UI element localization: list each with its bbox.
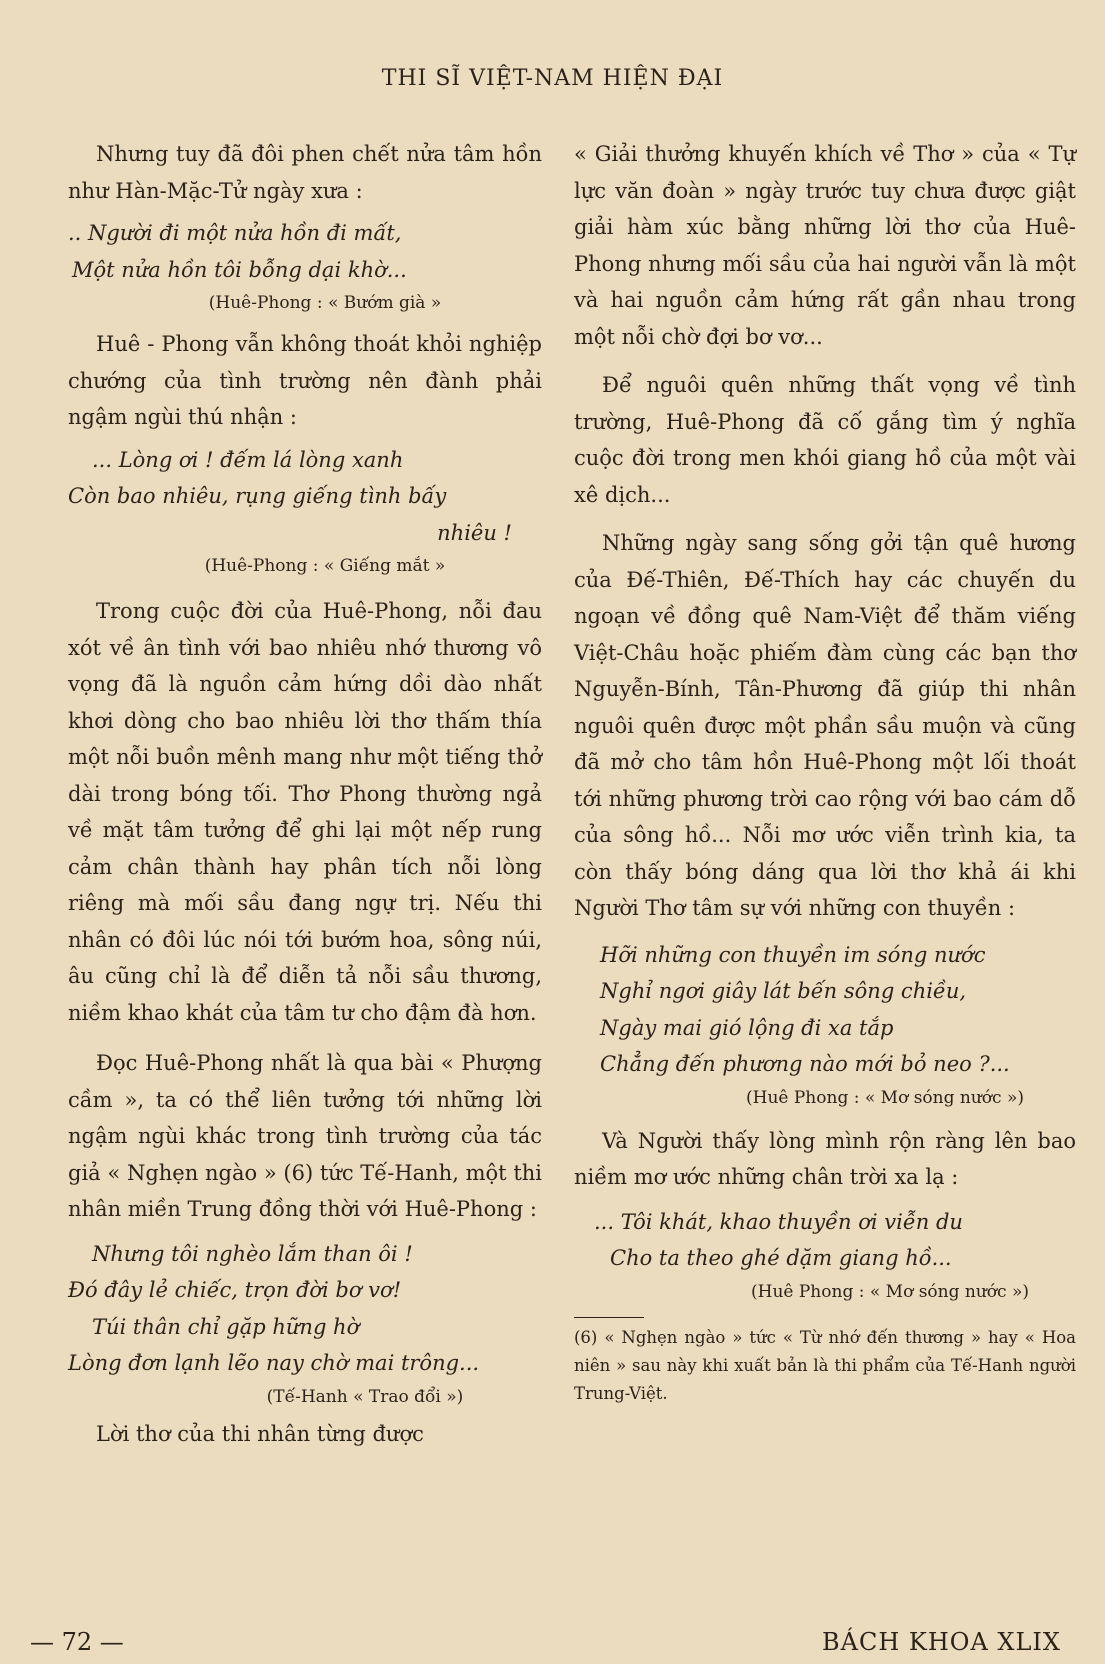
paragraph: Những ngày sang sống gởi tận quê hương của Đế-Thiên, Đế-Thích hay các chuyến du ngoạn về đồng quê Nam-Việt để thăm viếng Việt-Châu hoặc phiếm đàm cùng các bạn thơ Nguyễn-Bính, Tân-Phương đã giúp thi nhân nguôi quên được một phần sầu muộn và cũng đã mở cho tâm hồn Huê-Phong một lối thoát tới những phương trời cao rộng với bao cám dỗ của sông hồ... Nỗi mơ ước viễn trình kia, ta còn thấy bóng dáng qua lời thơ khả ái khi Người Thơ tâm sự với những con thuyền : [574,531,1076,920]
verse-line: Hỡi những con thuyền im sóng nước [600,942,986,967]
verse-source: (Huê Phong : « Mơ sóng nước ») [751,1281,1029,1302]
verse-line: Còn bao nhiêu, rụng giếng tình bấy [68,484,447,508]
verse-block [574,1204,1076,1277]
paragraph: Đọc Huê-Phong nhất là qua bài « Phượng cầm », ta có thể liên tưởng tới những lời ngậm ngùi khác trong tình trường của tác giả « Nghẹn ngào » (6) tức Tế-Hanh, một thi nhân miền Trung đồng thời với Huê-Phong : [68,1051,542,1221]
paragraph: « Giải thưởng khuyến khích về Thơ » của « Tự lực văn đoàn » ngày trước tuy chưa được giật giải hàm xúc bằng những lời thơ của Huê-Phong nhưng mối sầu của hai người vẫn là một và hai nguồn cảm hứng rất gần nhau trong một nỗi chờ đợi bơ vơ... [574,142,1076,349]
verse-line: Một nửa hồn tôi bỗng dại khờ... [72,257,407,282]
paragraph: Nhưng tuy đã đôi phen chết nửa tâm hồn như Hàn-Mặc-Tử ngày xưa : [68,142,542,203]
footnote: (6) « Nghẹn ngào » tức « Từ nhớ đến thương » hay « Hoa niên » sau này khi xuất bản là thi phẩm của Tế-Hanh người Trung-Việt. [574,1327,1076,1403]
verse-block [68,215,542,288]
page-number: — 72 — [30,1628,124,1656]
verse-line: Chẳng đến phương nào mới bỏ neo ?... [600,1052,1010,1076]
right-column [574,136,1076,1408]
verse-line: Ngày mai gió lộng đi xa tắp [600,1015,894,1040]
verse-line: Nghỉ ngơi giây lát bến sông chiều, [600,979,967,1003]
paragraph: Trong cuộc đời của Huê-Phong, nỗi đau xót về ân tình với bao nhiêu nhớ thương vô vọng đã là nguồn cảm hứng dồi dào nhất khơi dòng cho bao nhiêu lời thơ thấm thía một nỗi buồn mênh mang như một tiếng thở dài trong bóng tối. Thơ Phong thường ngả về mặt tâm tưởng để ghi lại một nếp rung cảm chân thành hay phân tích nỗi lòng riêng mà mối sầu đang ngự trị. Nếu thi nhân có đôi lúc nói tới bướm hoa, sông núi, âu cũng chỉ là để diễn tả nỗi sầu thương, niềm khao khát của tâm tư cho đậm đà hơn. [68,599,542,1025]
verse-line: Lòng đơn lạnh lẽo nay chờ mai trông... [68,1351,480,1375]
verse-line: Nhưng tôi nghèo lắm than ôi ! [92,1241,413,1266]
verse-line: .. Người đi một nửa hồn đi mất, [68,221,402,245]
verse-line: nhiêu ! [437,520,512,545]
verse-source: (Huê-Phong : « Giếng mắt » [204,556,446,576]
paragraph: Lời thơ của thi nhân từng được [96,1421,424,1446]
footnote-divider [574,1317,644,1318]
paragraph: Và Người thấy lòng mình rộn ràng lên bao niềm mơ ước những chân trời xa lạ : [574,1128,1076,1189]
verse-line: Túi thân chỉ gặp hững hờ [92,1314,360,1339]
journal-name: BÁCH KHOA XLIX [822,1628,1061,1656]
verse-block [68,1236,542,1382]
running-header: THI SĨ VIỆT-NAM HIỆN ĐẠI [381,66,724,91]
verse-source: (Tế-Hanh « Trao đổi ») [266,1386,464,1407]
verse-line: Đó đây lẻ chiếc, trọn đời bơ vơ! [68,1278,402,1302]
verse-source: (Huê-Phong : « Bướm già » [208,293,442,313]
verse-line: ... Lòng ơi ! đếm lá lòng xanh [92,447,404,472]
paragraph: Huê - Phong vẫn không thoát khỏi nghiệp chướng của tình trường nên đành phải ngậm ngùi thú nhận : [68,332,542,429]
verse-line: Cho ta theo ghé dặm giang hồ... [610,1246,952,1270]
verse-line: ... Tôi khát, khao thuyền ơi viễn du [594,1209,963,1234]
paragraph: Để nguôi quên những thất vọng về tình trường, Huê-Phong đã cố gắng tìm ý nghĩa cuộc đời trong men khói giang hồ của một vài xê dịch... [574,373,1076,507]
verse-source: (Huê Phong : « Mơ sóng nước ») [746,1087,1024,1108]
verse-block [574,937,1076,1083]
left-column [68,136,542,1452]
verse-block [68,442,542,552]
